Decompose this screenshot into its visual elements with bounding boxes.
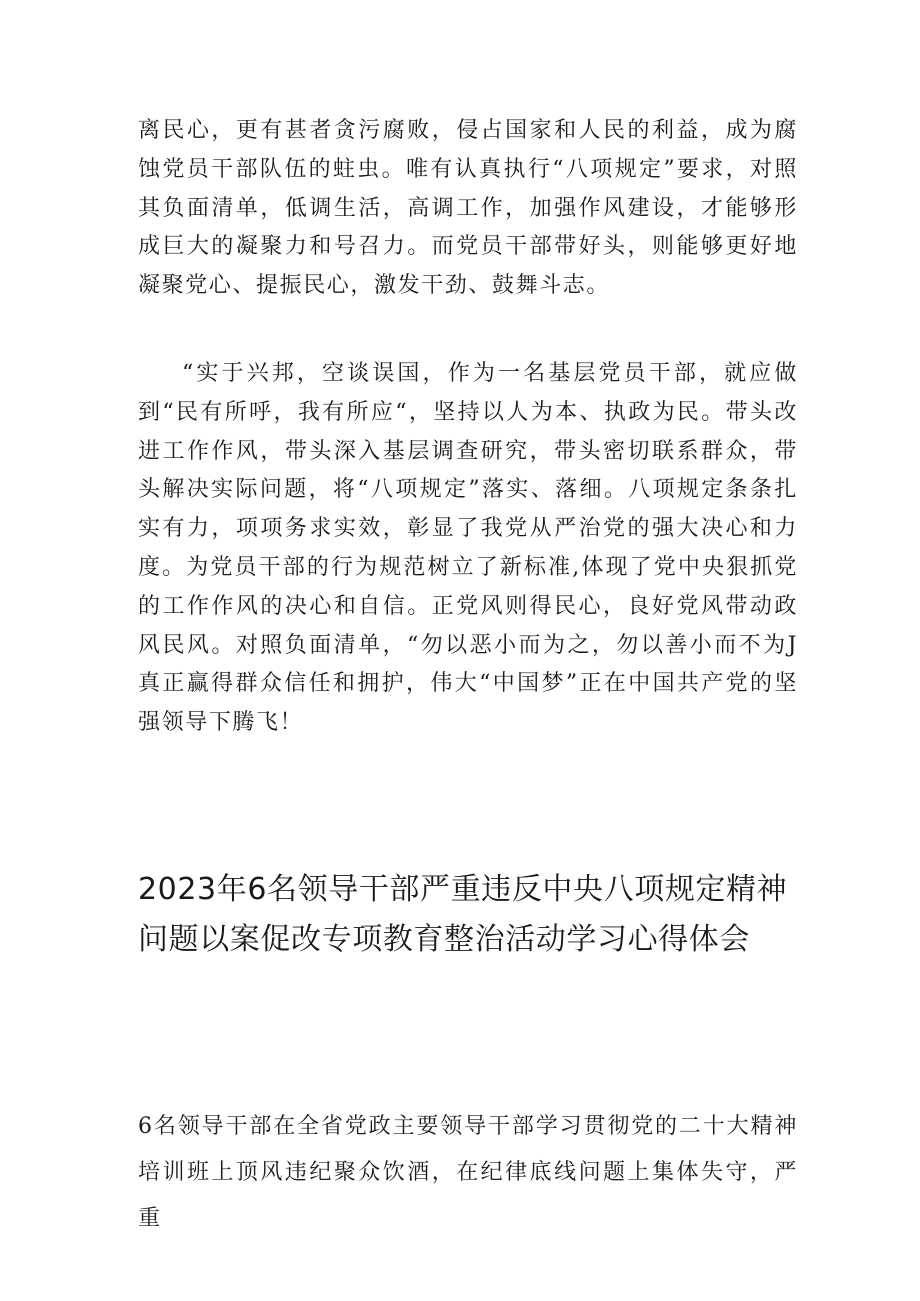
body-paragraph: “实于兴邦，空谈误国，作为一名基层党员干部，就应做到“民有所呼，我有所应“，坚持以人为本、执政为民。带头改进工作作风，带头深入基层调查研究，带头密切联系群众，带头解决实际问题，将“八项规定”落实、落细。八项规定条条扎实有力，项项务求实效，彰显了我党从严治党的强大决心和力度。为党员干部的行为规范树立了新标准,体现了党中央狠抓党的工作作风的决心和自信。正党风则得民心，良好党风带动政风民风。对照负面清单，“勿以恶小而为之，勿以善小而不为J真正赢得群众信任和拥护，伟大“中国梦”正在中国共产党的坚强领导下腾飞！ <box>138 361 798 736</box>
body-paragraph: 离民心，更有甚者贪污腐败，侵占国家和人民的利益，成为腐蚀党员干部队伍的蛀虫。唯有认真执行“八项规定”要求，对照其负面清单，低调生活，高调工作，加强作风建设，才能够形成巨大的凝聚力和号召力。而党员干部带好头，则能够更好地凝聚党心、提振民心，激发干劲、鼓舞斗志。 <box>138 118 798 299</box>
body-paragraph: 6名领导干部在全省党政主要领导干部学习贯彻党的二十大精神培训班上顶风违纪聚众饮酒，在纪律底线问题上集体失守，严重 <box>138 1114 798 1231</box>
section-heading: 2023年6名领导干部严重违反中央八项规定精神问题以案促改专项教育整治活动学习心得体会 <box>138 872 788 957</box>
